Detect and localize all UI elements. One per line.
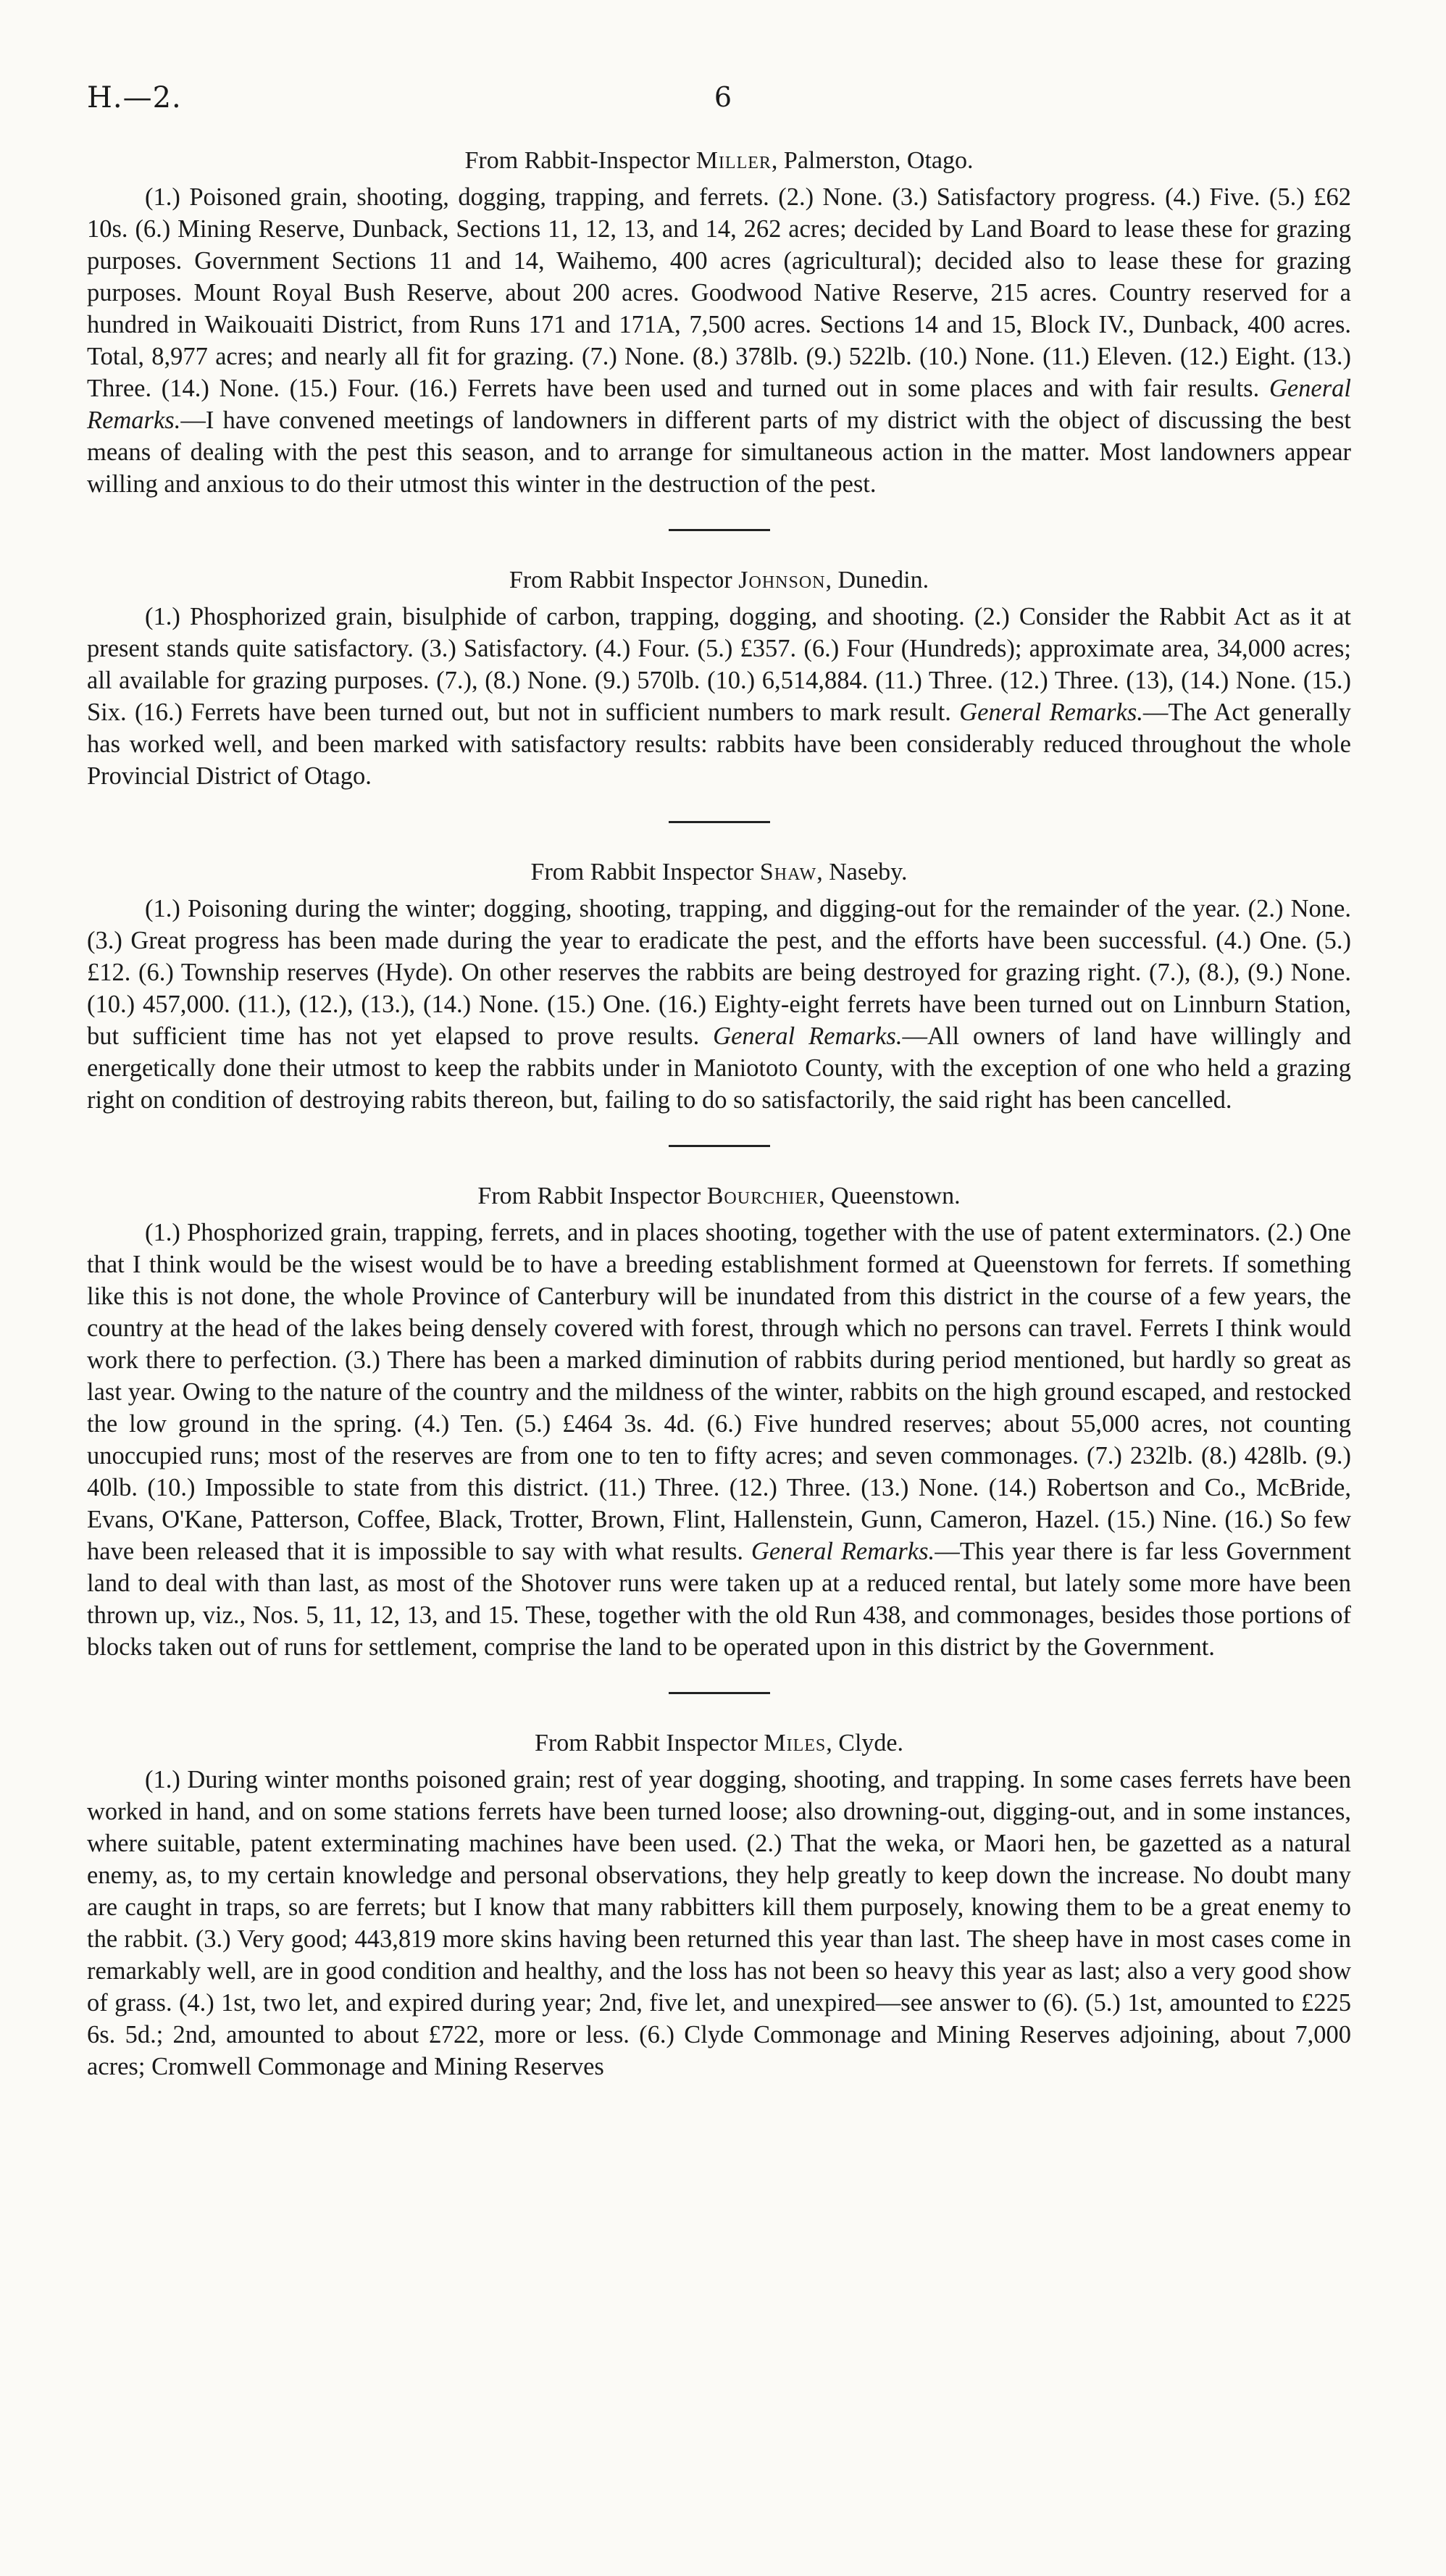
- section-title: From Rabbit-Inspector Miller, Palmerston, Otago.: [464, 147, 974, 174]
- report-section-bourchier: [87, 1180, 1351, 1663]
- section-divider: [669, 821, 770, 823]
- section-body: (1.) During winter months poisoned grain; rest of year dogging, shooting, and trapping. In some cases ferrets have been worked in hand, and on some stations ferrets have been turned loose; also drowning-out, digging-out, and in some instances, where suitable, patent exterminating machines have been used. (2.) That the weka, or Maori hen, be gazetted as a natural enemy, as, to my certain knowledge and personal observations, they help greatly to keep down the increase. No doubt many are caught in traps, so are ferrets; but I know that many rabbitters kill them purposely, knowing them to be a great enemy to the rabbit. (3.) Very good; 443,819 more skins having been returned this year than last. The sheep have in most cases come in remarkably well, are in good condition and healthy, and the loss has not been so heavy this year as last; also a very good show of grass. (4.) 1st, two let, and expired during year; 2nd, five let, and unexpired—see answer to (6). (5.) 1st, amounted to £225 6s. 5d.; 2nd, amounted to about £722, more or less. (6.) Clyde Commonage and Mining Reserves adjoining, about 7,000 acres; Cromwell Commonage and Mining Reserves: [87, 1766, 1351, 2080]
- inspector-name: Miles: [764, 1730, 827, 1756]
- section-title: From Rabbit Inspector Johnson, Dunedin.: [509, 567, 929, 593]
- inspector-name: Shaw: [759, 859, 817, 885]
- page-number: 6: [714, 81, 732, 113]
- section-body: (1.) Phosphorized grain, bisulphide of carbon, trapping, dogging, and shooting. (2.) Consider the Rabbit Act as it at present stands quite satisfactory. (3.) Satisfactory. (4.) Four. (5.) £357. (6.) Four (Hundreds); approximate area, 34,000 acres; all available for grazing purposes. (7.), (8.) None. (9.) 570lb. (10.) 6,514,884. (11.) Three. (12.) Three. (13), (14.) None. (15.) Six. (16.) Ferrets have been turned out, but not in sufficient numbers to mark result. General Remarks.—The Act generally has worked well, and been marked with satisfactory results: rabbits have been considerably reduced throughout the whole Provincial District of Otago.: [87, 603, 1351, 790]
- remarks-label: General Remarks.: [713, 1022, 903, 1050]
- section-divider: [669, 1692, 770, 1694]
- document-reference: H.—2.: [87, 81, 182, 114]
- section-body: (1.) Poisoning during the winter; dogging, shooting, trapping, and digging-out for the remainder of the year. (2.) None. (3.) Great progress has been made during the year to eradicate the pest, and the efforts have been successful. (4.) One. (5.) £12. (6.) Township reserves (Hyde). On other reserves the rabbits are being destroyed for grazing right. (7.), (8.), (9.) None. (10.) 457,000. (11.), (12.), (13.), (14.) None. (15.) One. (16.) Eighty-eight ferrets have been turned out on Linnburn Station, but sufficient time has not yet elapsed to prove results. General Remarks.—All owners of land have willingly and energetically done their utmost to keep the rabbits under in Maniototo County, with the exception of one who held a grazing right on condition of destroying rabits thereon, but, failing to do so satisfactorily, the said right has been cancelled.: [87, 895, 1351, 1114]
- report-section-miles: [87, 1727, 1351, 2083]
- remarks-label: General Remarks.: [959, 699, 1143, 726]
- section-title: From Rabbit Inspector Miles, Clyde.: [535, 1730, 903, 1756]
- section-divider: [669, 1145, 770, 1147]
- report-section-miller: [87, 145, 1351, 500]
- inspector-name: Bourchier: [706, 1183, 819, 1209]
- page-header: [87, 81, 1359, 125]
- remarks-label: General Remarks.: [87, 375, 1351, 434]
- remarks-label: General Remarks.: [751, 1538, 935, 1565]
- section-divider: [669, 529, 770, 531]
- inspector-name: Miller: [695, 147, 772, 174]
- section-body: (1.) Phosphorized grain, trapping, ferrets, and in places shooting, together with the use of patent exterminators. (2.) One that I think would be the wisest would be to have a breeding establishment formed at Queenstown for ferrets. If something like this is not done, the whole Province of Canterbury will be inundated from this district in the course of a few years, the country at the head of the lakes being densely covered with forest, through which no persons can travel. Ferrets I think would work there to perfection. (3.) There has been a marked diminution of rabbits during period mentioned, but hardly so great as last year. Owing to the nature of the country and the mildness of the winter, rabbits on the high ground escaped, and restocked the low ground in the spring. (4.) Ten. (5.) £464 3s. 4d. (6.) Five hundred reserves; about 55,000 acres, not counting unoccupied runs; most of the reserves are from one to ten to fifty acres; and seven commonages. (7.) 232lb. (8.) 428lb. (9.) 40lb. (10.) Impossible to state from this district. (11.) Three. (12.) Three. (13.) None. (14.) Robertson and Co., McBride, Evans, O'Kane, Patterson, Coffee, Black, Trotter, Brown, Flint, Hallenstein, Gunn, Cameron, Hazel. (15.) Nine. (16.) So few have been released that it is impossible to say with what results. General Remarks.—This year there is far less Government land to deal with than last, as most of the Shotover runs were taken up at a reduced rental, but lately some more have been thrown up, viz., Nos. 5, 11, 12, 13, and 15. These, together with the old Run 438, and commonages, besides those portions of blocks taken out of runs for settlement, comprise the land to be operated upon in this district by the Government.: [87, 1219, 1351, 1661]
- report-section-shaw: [87, 856, 1351, 1116]
- section-title: From Rabbit Inspector Bourchier, Queenstown.: [477, 1183, 961, 1209]
- section-title: From Rabbit Inspector Shaw, Naseby.: [530, 859, 908, 885]
- report-section-johnson: [87, 564, 1351, 792]
- inspector-name: Johnson: [738, 567, 826, 593]
- section-body: (1.) Poisoned grain, shooting, dogging, trapping, and ferrets. (2.) None. (3.) Satisfactory progress. (4.) Five. (5.) £62 10s. (6.) Mining Reserve, Dunback, Sections 11, 12, 13, and 14, 262 acres; decided by Land Board to lease these for grazing purposes. Government Sections 11 and 14, Waihemo, 400 acres (agricultural); decided also to lease these for grazing purposes. Mount Royal Bush Reserve, about 200 acres. Goodwood Native Reserve, 215 acres. Country reserved for a hundred in Waikouaiti District, from Runs 171 and 171A, 7,500 acres. Sections 14 and 15, Block IV., Dunback, 400 acres. Total, 8,977 acres; and nearly all fit for grazing. (7.) None. (8.) 378lb. (9.) 522lb. (10.) None. (11.) Eleven. (12.) Eight. (13.) Three. (14.) None. (15.) Four. (16.) Ferrets have been used and turned out in some places and with fair results. General Remarks.—I have convened meetings of landowners in different parts of my district with the object of discussing the best means of dealing with the pest this season, and to arrange for simultaneous action in the matter. Most landowners appear willing and anxious to do their utmost this winter in the destruction of the pest.: [87, 183, 1351, 498]
- report-content: [87, 145, 1351, 2083]
